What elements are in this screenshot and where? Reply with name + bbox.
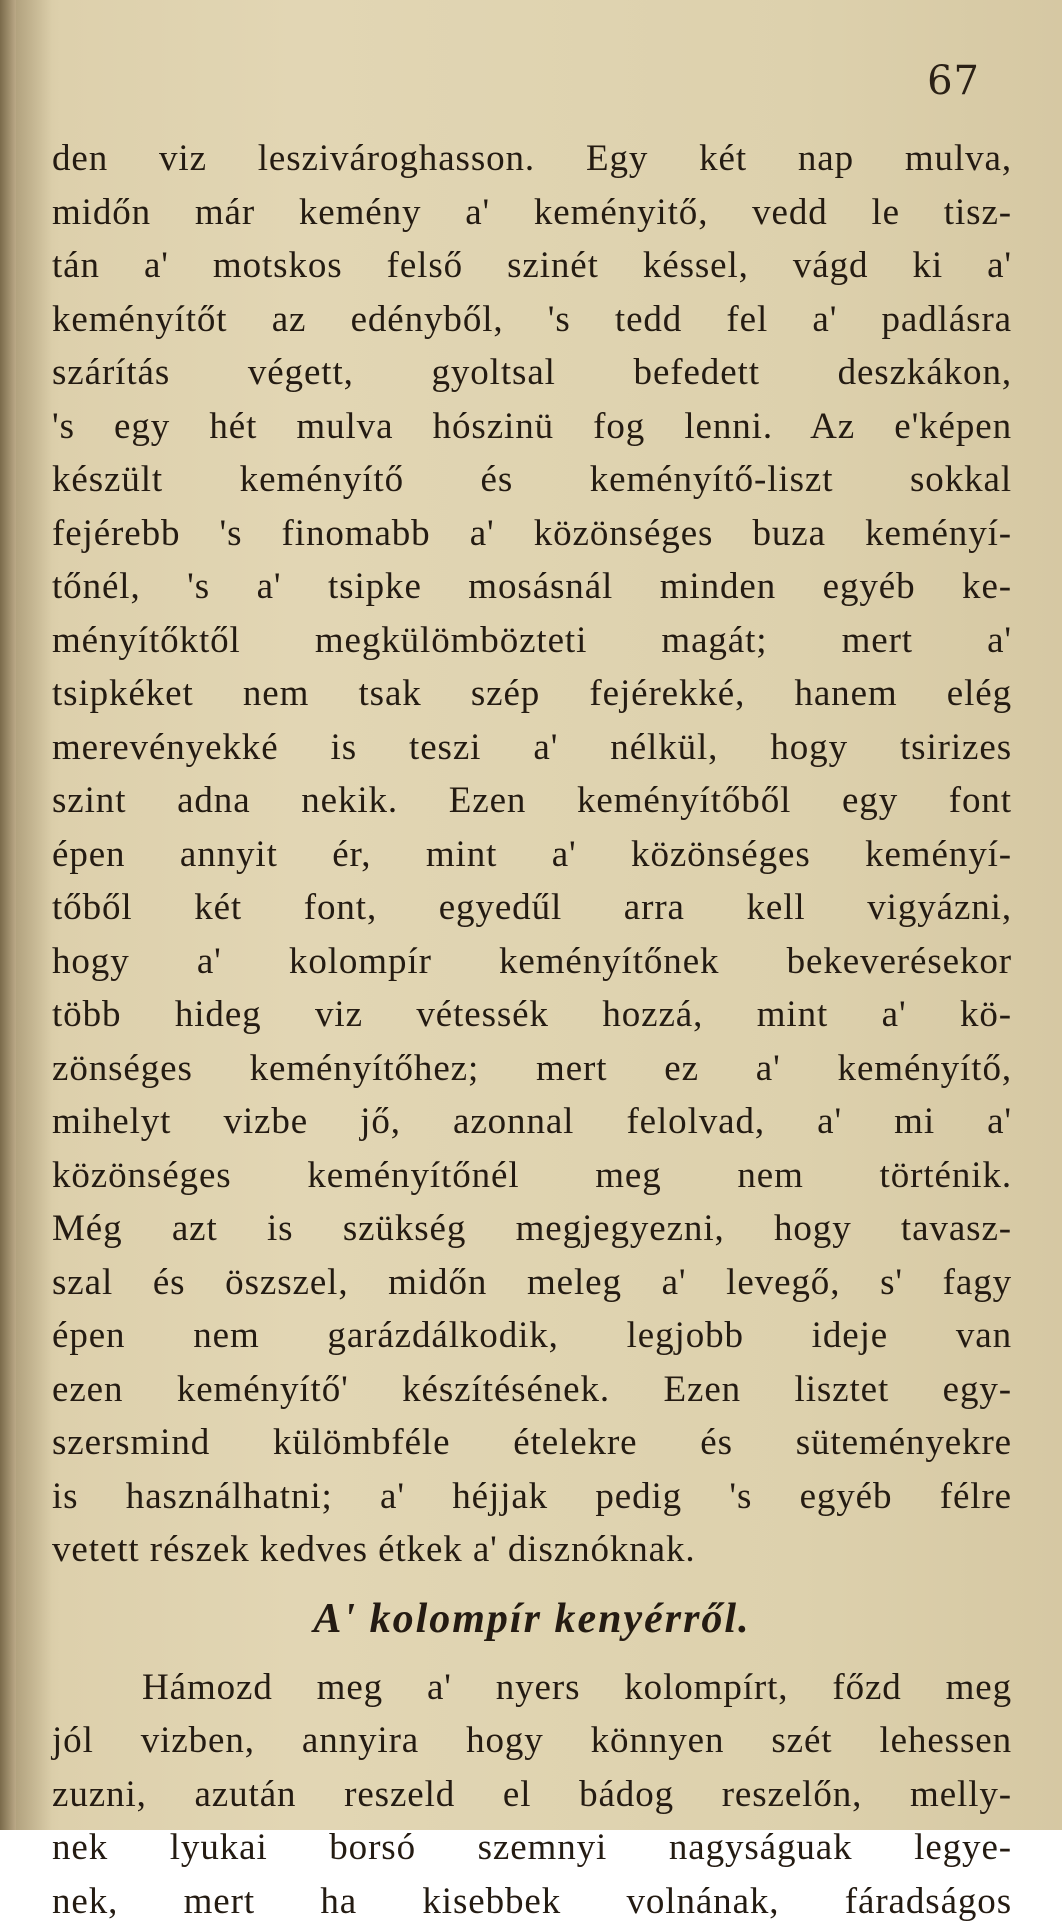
text-line: jól vizben, annyira hogy könnyen szét lehessen [52, 1714, 1012, 1768]
text-line: szárítás végett, gyoltsal befedett deszkákon, [52, 346, 1012, 400]
text-line: vetett részek kedves étkek a' disznóknak. [52, 1523, 1012, 1577]
text-line: zönséges keményítőhez; mert ez a' keményítő, [52, 1042, 1012, 1096]
text-line: tőnél, 's a' tsipke mosásnál minden egyéb ke- [52, 560, 1012, 614]
text-line: szint adna nekik. Ezen keményítőből egy font [52, 774, 1012, 828]
text-line: épen nem garázdálkodik, legjobb ideje van [52, 1309, 1012, 1363]
text-line: nek lyukai borsó szemnyi nagyságuak legye- [52, 1821, 1012, 1875]
text-line: midőn már kemény a' keményitő, vedd le tisz- [52, 186, 1012, 240]
text-line: merevényekké is teszi a' nélkül, hogy tsirizes [52, 721, 1012, 775]
text-line: 's egy hét mulva hószinü fog lenni. Az e'képen [52, 400, 1012, 454]
text-line: fejérebb 's finomabb a' közönséges buza keményí- [52, 507, 1012, 561]
text-line: készült keményítő és keményítő-liszt sokkal [52, 453, 1012, 507]
page-edge [0, 0, 16, 1830]
text-line: tőből két font, egyedűl arra kell vigyázni, [52, 881, 1012, 935]
text-line: több hideg viz vétessék hozzá, mint a' kö- [52, 988, 1012, 1042]
text-line: tán a' motskos felső szinét késsel, vágd ki a' [52, 239, 1012, 293]
text-line: épen annyit ér, mint a' közönséges keményí- [52, 828, 1012, 882]
paragraph-1 [52, 132, 1012, 1577]
text-line: ezen keményítő' készítésének. Ezen lisztet egy- [52, 1363, 1012, 1417]
body-text [52, 132, 1012, 1928]
section-heading: A' kolompír kenyérről. [52, 1577, 1012, 1661]
text-line: zuzni, azután reszeld el bádog reszelőn, melly- [52, 1768, 1012, 1822]
text-line: is használhatni; a' héjjak pedig 's egyéb félre [52, 1470, 1012, 1524]
text-line: hogy a' kolompír keményítőnek bekeverésekor [52, 935, 1012, 989]
text-line: közönséges keményítőnél meg nem történik. [52, 1149, 1012, 1203]
text-line: Hámozd meg a' nyers kolompírt, főzd meg [52, 1661, 1012, 1715]
text-line: szersmind külömbféle ételekre és süteményekre [52, 1416, 1012, 1470]
text-line: Még azt is szükség megjegyezni, hogy tavasz- [52, 1202, 1012, 1256]
text-line: szal és öszszel, midőn meleg a' levegő, s' fagy [52, 1256, 1012, 1310]
text-line: den viz leszivároghasson. Egy két nap mulva, [52, 132, 1012, 186]
text-line: ményítőktől megkülömbözteti magát; mert a' [52, 614, 1012, 668]
paragraph-2 [52, 1661, 1012, 1928]
page-number: 67 [880, 58, 980, 104]
text-line: nek, mert ha kisebbek volnának, fáradságos [52, 1875, 1012, 1928]
text-line: mihelyt vizbe jő, azonnal felolvad, a' mi a' [52, 1095, 1012, 1149]
text-line: tsipkéket nem tsak szép fejérekké, hanem elég [52, 667, 1012, 721]
text-line: keményítőt az edényből, 's tedd fel a' padlásra [52, 293, 1012, 347]
